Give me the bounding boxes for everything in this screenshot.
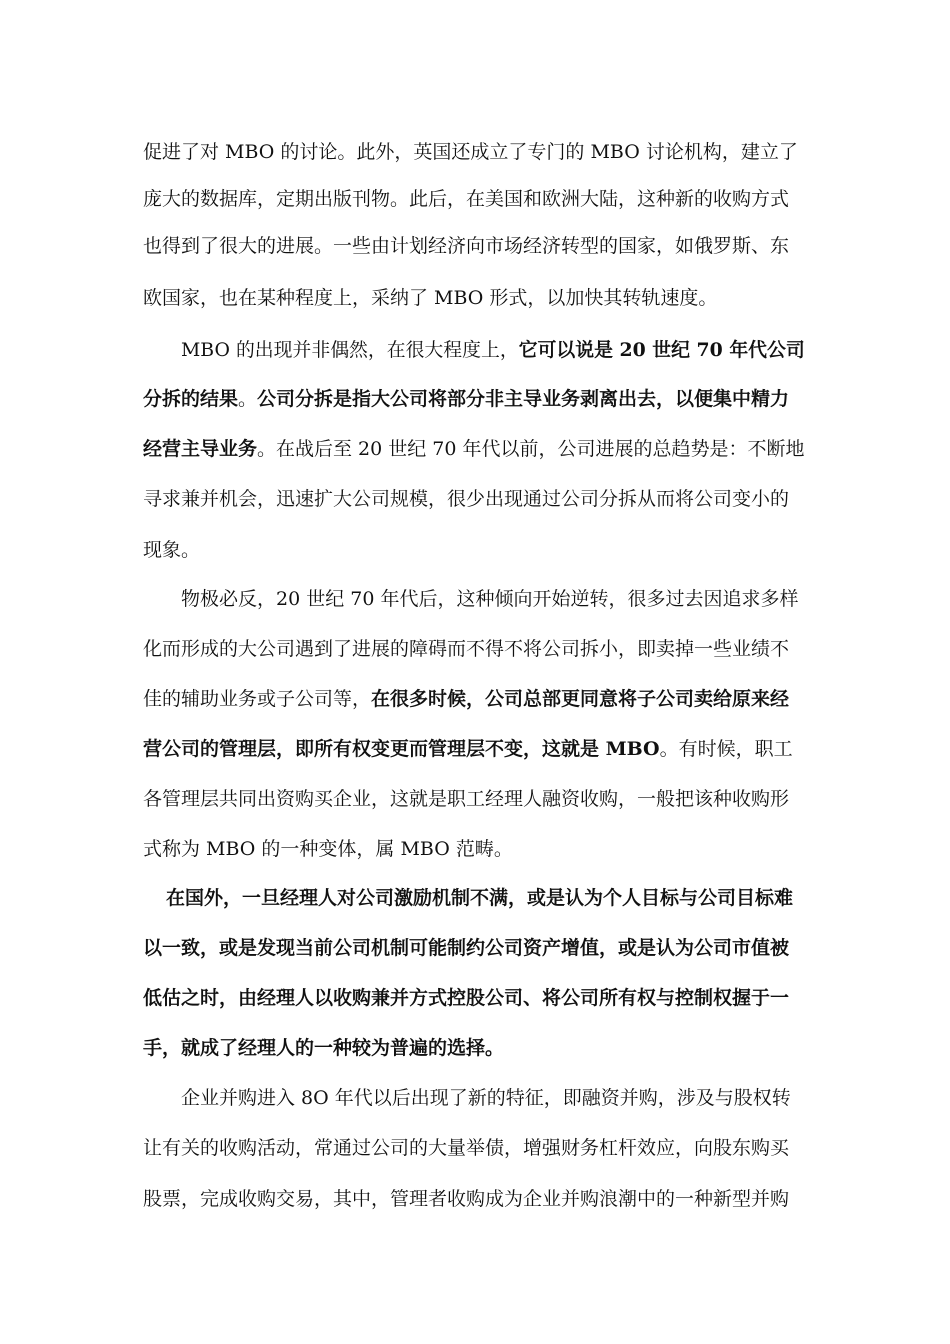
text-run: 现象。 — [143, 539, 201, 561]
bold-text-run: 在国外，一旦经理人对公司激励机制不满，或是认为个人目标与公司目标难 — [166, 887, 794, 909]
text-run: 庞大的数据库，定期出版刊物。此后，在美国和欧洲大陆，这种新的收购方式 — [143, 188, 790, 210]
text-run: 各管理层共同出资购买企业，这就是职工经理人融资收购，一般把该种收购形 — [143, 788, 790, 810]
bold-text-run: 营公司的管理层，即所有权变更而管理层不变，这就是 MBO — [143, 738, 660, 760]
paragraph-4-line-1 — [166, 886, 793, 910]
bold-text-run: 公司分拆是指大公司将部分非主导业务剥离出去，以便集中精力 — [257, 388, 790, 410]
text-run: 让有关的收购活动，常通过公司的大量举债，增强财务杠杆效应，向股东购买 — [143, 1137, 790, 1159]
paragraph-5-line-1 — [181, 1086, 791, 1110]
paragraph-1-line-4 — [143, 286, 717, 310]
paragraph-5-line-2 — [143, 1136, 789, 1160]
paragraph-4-line-3 — [143, 986, 789, 1010]
paragraph-3-line-6 — [143, 837, 513, 861]
bold-text-run: 分拆的结果 — [143, 388, 239, 410]
paragraph-3-line-4 — [143, 737, 793, 761]
paragraph-3-line-5 — [143, 787, 789, 811]
bold-text-run: 手，就成了经理人的一种较为普遍的选择。 — [143, 1037, 505, 1059]
paragraph-5-line-3 — [143, 1187, 789, 1211]
text-run: 股票，完成收购交易，其中，管理者收购成为企业并购浪潮中的一种新型并购 — [143, 1188, 790, 1210]
text-run: 寻求兼并机会，迅速扩大公司规模，很少出现通过公司分拆从而将公司变小的 — [143, 488, 790, 510]
paragraph-2-line-2 — [143, 387, 789, 411]
paragraph-2-line-1 — [181, 338, 805, 362]
paragraph-1-line-3 — [143, 234, 789, 258]
paragraph-4-line-4 — [143, 1036, 504, 1060]
bold-text-run: 在很多时候，公司总部更同意将子公司卖给原来经 — [371, 688, 790, 710]
text-run: 也得到了很大的进展。一些由计划经济向市场经济转型的国家，如俄罗斯、东 — [143, 235, 790, 257]
paragraph-2-line-5 — [143, 538, 200, 562]
text-run: 化而形成的大公司遇到了进展的障碍而不得不将公司拆小，即卖掉一些业绩不 — [143, 638, 790, 660]
paragraph-3-line-3 — [143, 687, 789, 711]
text-run: MBO 的出现并非偶然，在很大程度上， — [181, 339, 519, 361]
bold-text-run: 以一致，或是发现当前公司机制可能制约公司资产增值，或是认为公司市值被 — [143, 937, 790, 959]
text-run: 式称为 MBO 的一种变体，属 MBO 范畴。 — [143, 838, 513, 860]
paragraph-2-line-4 — [143, 487, 789, 511]
paragraph-4-line-2 — [143, 936, 789, 960]
paragraph-2-line-3 — [143, 437, 805, 461]
text-run: 促进了对 MBO 的讨论。此外，英国还成立了专门的 MBO 讨论机构，建立了 — [143, 141, 798, 163]
paragraph-3-line-1 — [181, 587, 798, 611]
bold-text-run: 它可以说是 20 世纪 70 年代公司 — [518, 339, 805, 361]
text-run: 。有时候，职工 — [659, 738, 793, 760]
bold-text-run: 低估之时，由经理人以收购兼并方式控股公司、将公司所有权与控制权握于一 — [143, 987, 790, 1009]
text-run: 。 — [238, 388, 258, 410]
bold-text-run: 经营主导业务 — [143, 438, 258, 460]
paragraph-3-line-2 — [143, 637, 789, 661]
paragraph-1-line-1 — [143, 140, 798, 164]
text-run: 物极必反，20 世纪 70 年代后，这种倾向开始逆转，很多过去因追求多样 — [181, 588, 799, 610]
text-run: 企业并购进入 8O 年代以后出现了新的特征，即融资并购，涉及与股权转 — [181, 1087, 791, 1109]
text-run: 欧国家，也在某种程度上，采纳了 MBO 形式，以加快其转轨速度。 — [143, 287, 718, 309]
text-run: 佳的辅助业务或子公司等， — [143, 688, 372, 710]
text-run: 。在战后至 20 世纪 70 年代以前，公司进展的总趋势是：不断地 — [257, 438, 805, 460]
paragraph-1-line-2 — [143, 187, 789, 211]
